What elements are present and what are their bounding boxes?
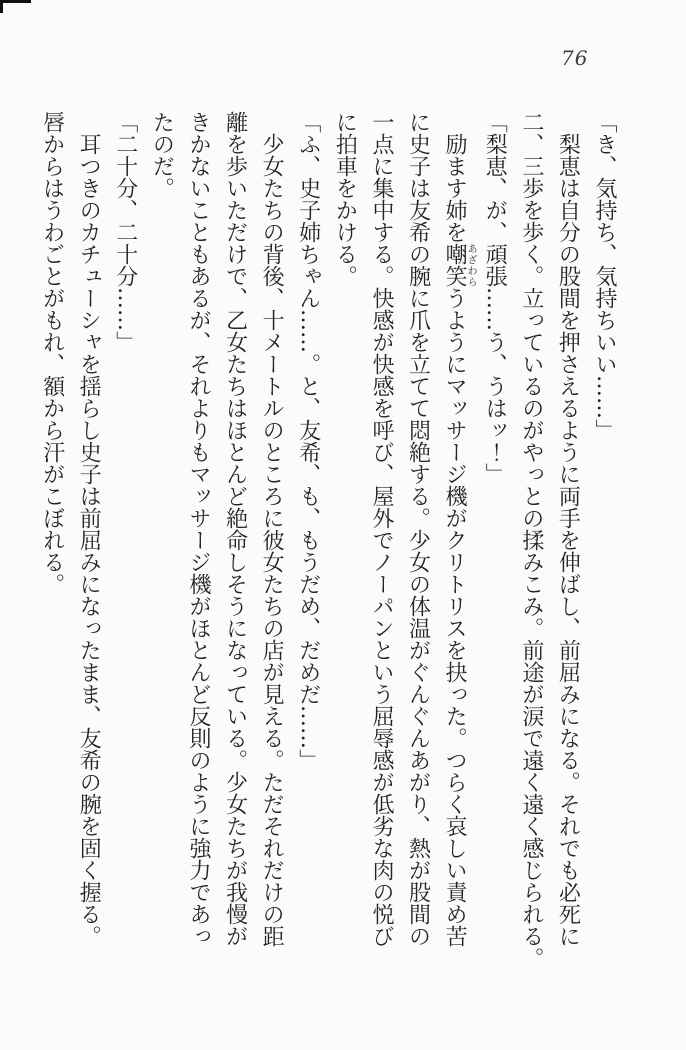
- narration-line: たのだ。: [149, 111, 175, 199]
- narration-line: 二、三歩を歩く。立っているのがやっとの揉みこみ。前途が涙で遠く遠く感じられる。: [518, 111, 544, 969]
- scan-artifact-corner: [0, 0, 32, 14]
- narration-line: 少女たちの背後、十メートルのところに彼女たちの店が見える。ただそれだけの距: [259, 133, 285, 947]
- dialogue-line: 「き、気持ち、気持ちいい……」: [592, 111, 617, 441]
- narration-line: 一点に集中する。快感が快感を呼び、屋外でノーパンという屈辱感が低劣な肉の悦び: [368, 111, 394, 947]
- narration-line: 唇からはうわごとがもれ、額から汗がこぼれる。: [39, 111, 65, 595]
- narration-line: 離を歩いただけで、乙女たちはほとんど絶命しそうになっている。少女たちが我慢が: [222, 111, 248, 947]
- narration-line: に拍車をかける。: [332, 111, 358, 287]
- narration-line: きかないこともあるが、それよりもマッサージ機がほとんど反則のように強力であっ: [185, 111, 211, 947]
- narration-line: 励ます姉を嘲笑あざわらうようにマッサージ機がクリトリスを抉った。つらく哀しい責め苦: [442, 133, 477, 947]
- vertical-text-block: [33, 111, 622, 1003]
- dialogue-line: 「梨恵、が、頑張……う、うはッ！」: [482, 111, 508, 485]
- page-number: 76: [561, 46, 589, 70]
- dialogue-line: 「二十分、二十分……」: [112, 111, 138, 353]
- dialogue-line: 「ふ、史子姉ちゃん……。と、友希、も、もうだめ、だめだ……」: [295, 111, 321, 771]
- narration-line: に史子は友希の腕に爪を立てて悶絶する。少女の体温がぐんぐんあがり、熱が股間の: [405, 111, 431, 947]
- narration-line: 耳つきのカチューシャを揺らし史子は前屈みになったまま、友希の腕を固く握る。: [76, 133, 102, 947]
- furigana-ruby: 嘲笑あざわら: [442, 243, 477, 287]
- narration-line: 梨恵は自分の股間を押さえるように両手を伸ばし、前屈みになる。それでも必死に: [555, 133, 581, 947]
